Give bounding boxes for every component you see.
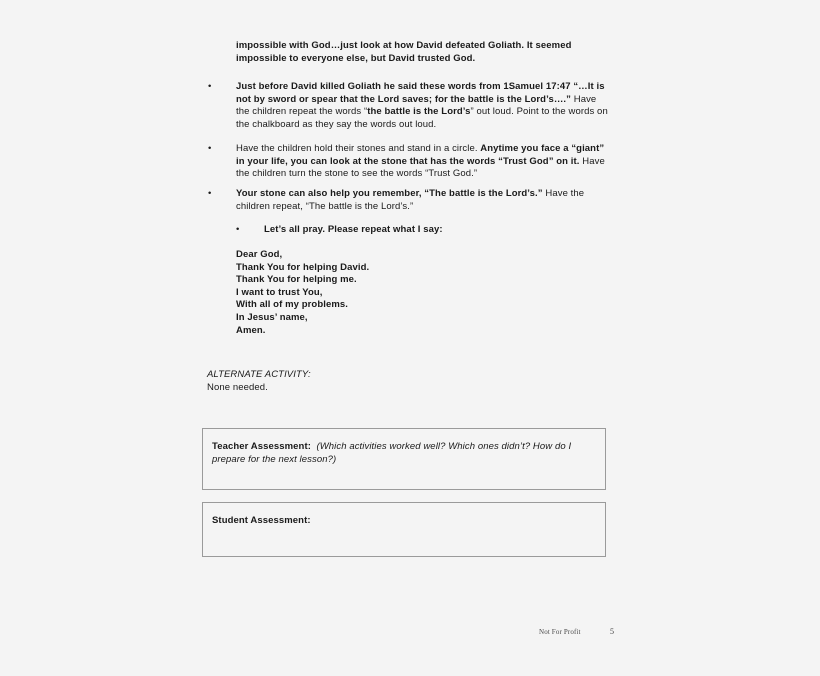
list-item-text [236,143,608,181]
bullet-1-bold-2: the battle is the Lord’s [367,106,471,118]
list-item-text [264,224,616,237]
continued-paragraph-line-2: impossible to everyone else, but David trusted God. [236,52,476,64]
teacher-assessment-hint: (Which activities worked well? Which ones didn’t? How do I prepare for the next lesson?) [212,441,572,465]
bullet-marker-icon: • [208,81,212,92]
list-item [208,81,608,131]
bullet-2-plain-2: Have the children turn the stone to see the words “Trust God.” [236,155,605,180]
bullet-marker-icon: • [208,143,212,154]
teacher-assessment-label: Teacher Assessment: [212,441,311,452]
student-assessment-label: Student Assessment: [212,515,311,526]
alternate-activity-body: None needed. [207,382,268,393]
teacher-assessment-box[interactable] [202,428,606,490]
student-assessment-box[interactable] [202,502,606,557]
student-assessment-content [203,503,605,533]
bullet-3-plain-1: Have the children repeat, “The battle is the Lord’s.” [236,188,585,212]
prayer-line: Amen. [236,324,266,336]
bullet-4-bold-1: Let’s all pray. Please repeat what I say: [264,224,443,235]
bullet-1-plain-1: Have the children repeat the words “ [236,93,597,118]
bullet-2-plain-1: Have the children hold their stones and stand in a circle. [236,143,481,154]
prayer-line: With all of my problems. [236,299,348,311]
prayer-line: Dear God, [236,249,283,260]
list-item [208,143,608,181]
alternate-activity-title: ALTERNATE ACTIVITY: [207,369,311,380]
alternate-activity-section [207,368,311,394]
bullet-marker-icon: • [236,224,240,235]
bullet-1-plain-2: ” out loud. Point to the words on the chalkboard as they say the words out loud. [236,106,608,130]
bullet-marker-icon: • [208,188,212,199]
prayer-block [236,249,369,337]
prayer-line: Thank You for helping me. [236,274,357,286]
list-item-text [236,81,608,131]
bullet-1-bold-1: Just before David killed Goliath he said these words from 1Samuel 17:47 “…It is not by sword or spear that the Lord saves; for the battle is the Lord’s….” [236,81,605,105]
continued-paragraph [236,40,608,65]
bullet-3-bold-1: Your stone can also help you remember, “The battle is the Lord’s.” [236,188,543,199]
bullet-2-bold-1: Anytime you face a “giant” in your life, you can look at the stone that has the words “Trust God” on it. [236,143,605,167]
footer-notice: Not For Profit [539,628,581,636]
footer-page-number: 5 [610,627,614,636]
prayer-line: In Jesus’ name, [236,311,308,323]
list-item [236,224,616,237]
prayer-line: I want to trust You, [236,286,323,298]
list-item-text [236,188,608,213]
list-item [208,188,608,213]
teacher-assessment-content [203,429,605,472]
prayer-line: Thank You for helping David. [236,261,370,273]
continued-paragraph-line-1: impossible with God…just look at how David defeated Goliath. It seemed [236,40,572,51]
